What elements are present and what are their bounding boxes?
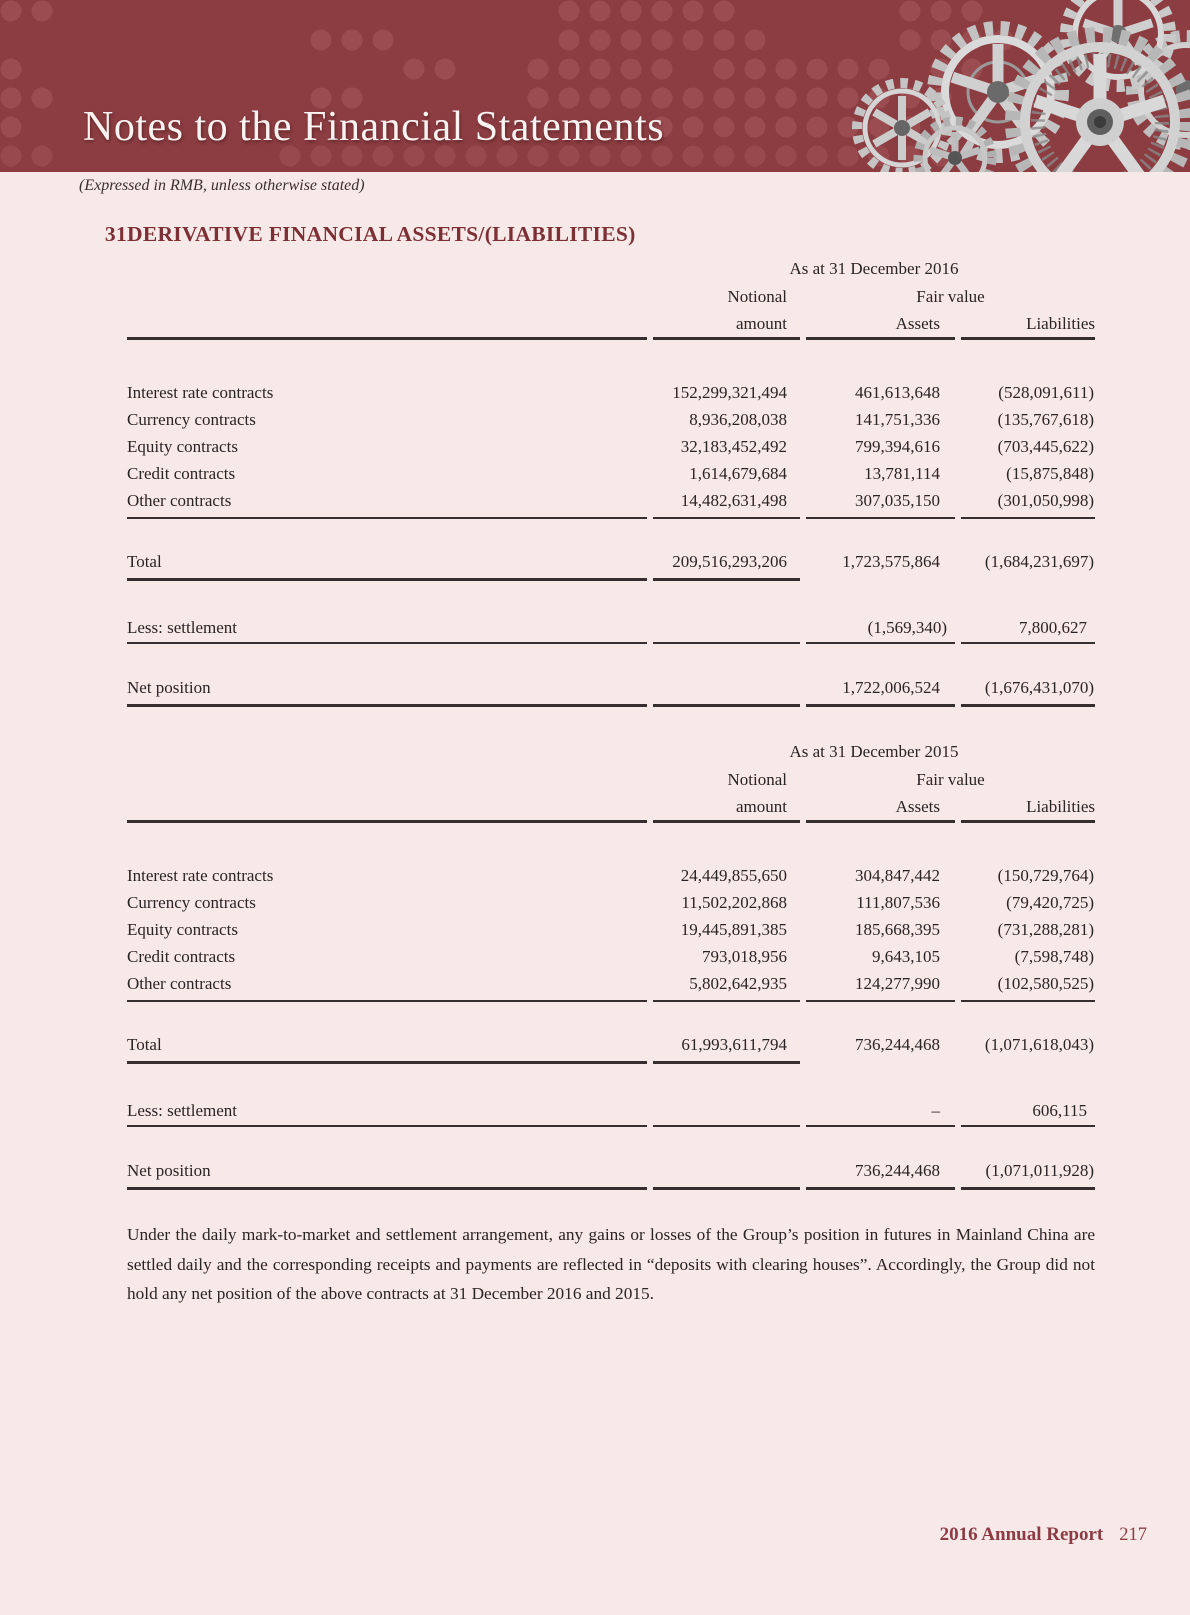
header-fair-value: Fair value — [916, 770, 985, 789]
period-header-2015: As at 31 December 2015 — [789, 742, 959, 761]
row-label: Credit contracts — [127, 464, 236, 483]
row-label: Other contracts — [127, 491, 232, 510]
cell-assets: 307,035,150 — [855, 491, 940, 510]
section-heading — [82, 222, 1190, 247]
cell-liabilities: (528,091,611) — [998, 383, 1094, 402]
total-assets: 1,723,575,864 — [842, 552, 940, 571]
cell-assets: 141,751,336 — [855, 410, 940, 429]
row-label: Equity contracts — [127, 437, 238, 456]
cell-notional: 19,445,891,385 — [680, 920, 787, 939]
row-label: Other contracts — [127, 974, 232, 993]
row-label: Equity contracts — [127, 920, 238, 939]
cell-liabilities: (7,598,748) — [1014, 947, 1094, 966]
cell-notional: 152,299,321,494 — [672, 383, 787, 402]
net-position-assets: 1,722,006,524 — [842, 678, 940, 697]
cell-liabilities: (731,288,281) — [997, 920, 1094, 939]
total-notional: 61,993,611,794 — [681, 1035, 787, 1054]
header-notional: Notional — [727, 287, 787, 306]
section-number: 31 — [104, 222, 127, 246]
cell-liabilities: (150,729,764) — [997, 866, 1094, 885]
cell-liabilities: (15,875,848) — [1006, 464, 1094, 483]
cell-notional: 11,502,202,868 — [681, 893, 787, 912]
header-liabilities: Liabilities — [961, 311, 1095, 340]
cell-notional: 14,482,631,498 — [680, 491, 787, 510]
table-rule-segment — [127, 1185, 647, 1190]
header-liabilities: Liabilities — [961, 794, 1095, 823]
annual-report-label: 2016 Annual Report — [939, 1524, 1104, 1545]
cell-assets: 461,613,648 — [855, 383, 940, 402]
total-label: Total — [127, 552, 162, 571]
header-amount: amount — [653, 311, 800, 340]
gears-image — [850, 0, 1190, 172]
net-position-assets: 736,244,468 — [855, 1161, 940, 1180]
section-title: DERIVATIVE FINANCIAL ASSETS/(LIABILITIES) — [127, 222, 636, 246]
cell-liabilities: (102,580,525) — [997, 974, 1094, 993]
cell-assets: 185,668,395 — [855, 920, 940, 939]
period-header-2016: As at 31 December 2016 — [789, 259, 959, 278]
table-rule-segment — [127, 311, 647, 340]
header-fair-value: Fair value — [916, 287, 985, 306]
header-amount: amount — [653, 794, 800, 823]
net-position-label: Net position — [127, 1161, 211, 1180]
row-label: Currency contracts — [127, 893, 256, 912]
net-position-label: Net position — [127, 678, 211, 697]
less-settlement-label: Less: settlement — [127, 1101, 238, 1120]
less-settlement-label: Less: settlement — [127, 618, 238, 637]
table-rule-segment — [961, 1185, 1095, 1190]
table-2015 — [127, 739, 1095, 1190]
cell-notional: 1,614,679,684 — [689, 464, 787, 483]
table-rule-segment — [806, 1185, 955, 1190]
cell-assets: 13,781,114 — [864, 464, 940, 483]
cell-liabilities: (79,420,725) — [1006, 893, 1094, 912]
cell-notional: 24,449,855,650 — [680, 866, 787, 885]
cell-assets: 304,847,442 — [855, 866, 940, 885]
cell-assets: 111,807,536 — [856, 893, 940, 912]
total-liabilities: (1,684,231,697) — [984, 552, 1094, 571]
row-label: Credit contracts — [127, 947, 236, 966]
less-settlement-assets: – — [931, 1101, 940, 1120]
table-rule-segment — [961, 702, 1095, 707]
cell-liabilities: (301,050,998) — [997, 491, 1094, 510]
table-2016 — [127, 256, 1095, 707]
total-label: Total — [127, 1035, 162, 1054]
header-assets: Assets — [806, 311, 955, 340]
total-assets: 736,244,468 — [855, 1035, 940, 1054]
cell-notional: 793,018,956 — [702, 947, 787, 966]
total-liabilities: (1,071,618,043) — [984, 1035, 1094, 1054]
currency-note: (Expressed in RMB, unless otherwise stated) — [79, 177, 365, 194]
table-rule-segment — [653, 1185, 800, 1190]
table-rule-segment — [806, 702, 955, 707]
notes-paragraph: Under the daily mark-to-market and settlement arrangement, any gains or losses of the Group’s position in futures in Mainland China are settled daily and the corresponding receipts and payments are reflected in “deposits with clearing houses”. Accordingly, the Group did not hold any net position of the above contracts at 31 December 2016 and 2015. — [127, 1225, 1095, 1303]
header-assets: Assets — [806, 794, 955, 823]
net-position-liabilities: (1,676,431,070) — [984, 678, 1094, 697]
cell-liabilities: (135,767,618) — [997, 410, 1094, 429]
net-position-liabilities: (1,071,011,928) — [985, 1161, 1094, 1180]
cell-liabilities: (703,445,622) — [997, 437, 1094, 456]
table-rule-segment — [127, 794, 647, 823]
cell-assets: 124,277,990 — [855, 974, 940, 993]
table-rule-segment — [127, 702, 647, 707]
row-label: Currency contracts — [127, 410, 256, 429]
header-notional: Notional — [727, 770, 787, 789]
page-footer — [940, 1524, 1147, 1546]
page-number: 217 — [1119, 1525, 1147, 1545]
banner-title: Notes to the Financial Statements — [83, 104, 665, 150]
cell-assets: 799,394,616 — [855, 437, 940, 456]
row-label: Interest rate contracts — [127, 383, 274, 402]
cell-notional: 5,802,642,935 — [689, 974, 787, 993]
cell-notional: 8,936,208,038 — [689, 410, 787, 429]
less-settlement-liabilities: 606,115 — [1032, 1101, 1087, 1120]
page-banner — [0, 0, 1190, 172]
row-label: Interest rate contracts — [127, 866, 274, 885]
cell-notional: 32,183,452,492 — [680, 437, 787, 456]
total-notional: 209,516,293,206 — [672, 552, 787, 571]
cell-assets: 9,643,105 — [872, 947, 940, 966]
table-rule-segment — [653, 702, 800, 707]
less-settlement-assets: (1,569,340) — [867, 618, 947, 637]
less-settlement-liabilities: 7,800,627 — [1019, 618, 1087, 637]
